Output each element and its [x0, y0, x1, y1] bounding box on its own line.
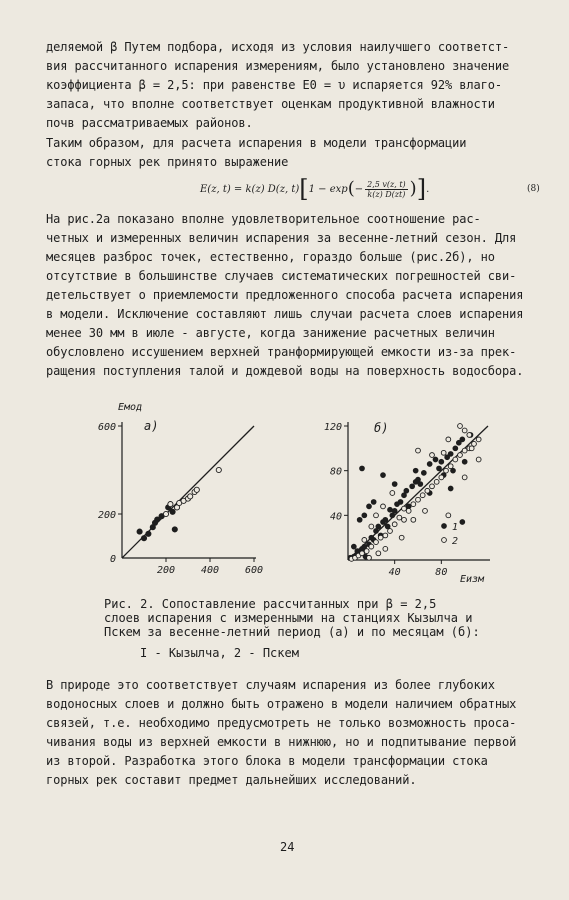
data-point-open	[458, 453, 463, 458]
formula-paren: )	[409, 178, 417, 199]
data-point-open	[390, 491, 395, 496]
y-tick-label: 40	[329, 511, 342, 523]
data-point-open	[402, 517, 407, 522]
x-tick-label: 80	[435, 567, 448, 578]
data-point-filled	[172, 527, 177, 532]
data-point-filled	[448, 452, 453, 457]
caption-line: Рис. 2. Сопоставление рассчитанных при β = 2,5	[104, 597, 437, 611]
formula-numerator: 2,5 v(z, t)	[367, 179, 406, 189]
x-tick-label: 40	[388, 567, 401, 578]
text-line: коэффициента β = 2,5: при равенстве E0 = υ испаряется 92% влаго-	[46, 78, 502, 92]
data-point-open	[399, 535, 404, 540]
data-point-open	[423, 508, 428, 513]
text-line: Таким образом, для расчета испарения в модели трансформации	[46, 136, 467, 150]
data-point-open	[420, 493, 425, 498]
caption-legend: I - Кызылча, 2 - Пскем	[140, 646, 299, 660]
text-line: На рис.2а показано вполне удовлетворительное соотношение рас-	[46, 212, 481, 226]
text-line: обусловлено иссушением верхней транформирующей емкости из-за прек-	[46, 345, 517, 359]
figure-caption	[104, 597, 534, 660]
data-point-filled	[410, 484, 415, 489]
x-axis-label: Eизм	[460, 574, 485, 585]
page-number: 24	[280, 840, 295, 854]
data-point-open	[462, 475, 467, 480]
y-tick-label: 600	[97, 422, 116, 433]
data-point-filled	[433, 457, 438, 462]
data-point-open	[216, 467, 221, 472]
data-point-open	[469, 446, 474, 451]
x-tick-label: 400	[200, 565, 220, 576]
data-point-open	[416, 497, 421, 502]
data-point-open	[397, 515, 402, 520]
data-point-open	[378, 535, 383, 540]
data-point-open	[439, 475, 444, 480]
y-tick-label: 0	[109, 554, 116, 565]
paragraph-1	[46, 38, 546, 133]
y-tick-label: 80	[329, 466, 342, 478]
text-line: детельствует о приемлемости предложенного способа расчета испарения	[46, 288, 524, 302]
formula-lhs: E(z, t) = k(z) D(z, t)	[200, 183, 300, 195]
data-point-filled	[416, 477, 421, 482]
data-point-open	[476, 457, 481, 462]
legend-label: 1	[452, 522, 459, 533]
data-point-open	[362, 538, 367, 543]
data-point-filled	[362, 544, 367, 549]
data-point-filled	[451, 468, 456, 473]
formula-period: .	[426, 183, 430, 195]
y-axis-label: Eмод	[118, 402, 143, 413]
data-point-filled	[418, 482, 423, 487]
data-point-filled	[367, 504, 372, 509]
data-point-filled	[383, 517, 388, 522]
data-point-filled	[413, 468, 418, 473]
x-tick-label: 600	[244, 565, 264, 576]
legend-marker	[442, 524, 447, 529]
data-point-open	[392, 522, 397, 527]
formula-bracket: [	[299, 175, 309, 203]
data-point-filled	[404, 488, 409, 493]
data-point-filled	[448, 486, 453, 491]
y-tick-label: 120	[323, 422, 342, 433]
data-point-open	[188, 494, 193, 499]
text-line: стока горных рек принято выражение	[46, 155, 289, 169]
data-point-filled	[392, 482, 397, 487]
data-point-open	[430, 453, 435, 458]
diagonal-line	[348, 426, 488, 560]
data-point-open	[374, 513, 379, 518]
data-point-filled	[376, 524, 381, 529]
formula-paren: (	[347, 178, 355, 199]
data-point-filled	[357, 517, 362, 522]
paragraph-4	[46, 676, 546, 790]
data-point-open	[402, 506, 407, 511]
data-point-open	[381, 504, 386, 509]
text-line: отсутствие в большинстве случаев систематических погрешностей сви-	[46, 269, 517, 283]
text-line: менее 30 мм в июле - августе, когда занижение расчетных величин	[46, 326, 495, 340]
text-line: горных рек составит предмет дальнейших исследований.	[46, 773, 417, 787]
text-line: месяцев разброс точек, естественно, гораздо больше (рис.2б), но	[46, 250, 495, 264]
data-point-filled	[460, 437, 465, 442]
data-point-open	[444, 468, 449, 473]
data-point-open	[476, 437, 481, 442]
panel-label: б)	[374, 421, 389, 435]
data-point-open	[360, 551, 365, 556]
text-line: вия рассчитанного испарения измерениям, было установлено значение	[46, 59, 510, 73]
data-point-open	[411, 502, 416, 507]
text-line: ращения поступления талой и дождевой воды на поверхность водосбора.	[46, 364, 524, 378]
caption-line: слоев испарения с измеренными на станциях Кызылча и	[104, 611, 473, 625]
formula	[200, 174, 500, 204]
text-line: связей, т.е. необходимо предусмотреть не только возможность проса-	[46, 716, 517, 730]
data-point-filled	[381, 473, 386, 478]
data-point-open	[425, 488, 430, 493]
data-point-open	[416, 448, 421, 453]
data-point-open	[374, 540, 379, 545]
legend-marker	[442, 538, 447, 543]
data-point-filled	[427, 462, 432, 467]
data-point-filled	[421, 471, 426, 476]
text-line: в модели. Исключение составляют лишь случаи расчета слоев испарения	[46, 307, 524, 321]
data-point-filled	[371, 500, 376, 505]
data-point-filled	[392, 508, 397, 513]
text-line: из второй. Разработка этого блока в модели трансформации стока	[46, 754, 488, 768]
data-point-open	[163, 511, 168, 516]
data-point-filled	[362, 513, 367, 518]
data-point-open	[446, 437, 451, 442]
scatter-chart-b	[318, 412, 518, 590]
text-line: чивания воды из верхней емкости в нижнюю, но и подпитывание первой	[46, 735, 517, 749]
data-point-filled	[141, 536, 146, 541]
data-point-open	[367, 555, 372, 560]
data-point-filled	[146, 531, 151, 536]
data-point-open	[453, 457, 458, 462]
data-point-filled	[374, 529, 379, 534]
data-point-filled	[439, 459, 444, 464]
data-point-open	[472, 441, 477, 446]
data-point-open	[406, 508, 411, 513]
paragraph-3	[46, 210, 546, 381]
data-point-open	[383, 533, 388, 538]
data-point-open	[441, 450, 446, 455]
data-point-filled	[170, 509, 175, 514]
data-point-open	[467, 433, 472, 438]
data-point-filled	[385, 524, 390, 529]
caption-line: Пскем за весенне-летний период (а) и по месяцам (б):	[104, 625, 480, 639]
text-line: запаса, что вполне соответствует оценкам продуктивной влажности	[46, 97, 495, 111]
data-point-open	[411, 517, 416, 522]
data-point-filled	[388, 507, 393, 512]
data-point-open	[462, 428, 467, 433]
y-tick-label: 200	[97, 510, 116, 521]
text-line: В природе это соответствует случаям испарения из более глубоких	[46, 678, 495, 692]
data-point-filled	[398, 500, 403, 505]
data-point-open	[430, 484, 435, 489]
data-point-filled	[437, 466, 442, 471]
data-point-open	[388, 529, 393, 534]
legend-label: 2	[452, 536, 459, 547]
data-point-open	[369, 544, 374, 549]
data-point-open	[448, 464, 453, 469]
data-point-open	[458, 424, 463, 429]
data-point-open	[364, 549, 369, 554]
data-point-open	[383, 546, 388, 551]
data-point-filled	[453, 446, 458, 451]
text-line: деляемой β Путем подбора, исходя из условия наилучшего соответст-	[46, 40, 510, 54]
formula-denominator: k(z) D(zt)	[367, 189, 406, 199]
data-point-filled	[137, 529, 142, 534]
data-point-filled	[351, 544, 356, 549]
data-point-open	[446, 513, 451, 518]
data-point-open	[376, 551, 381, 556]
panel-label: а)	[144, 419, 159, 433]
data-point-open	[194, 487, 199, 492]
data-point-filled	[360, 466, 365, 471]
data-point-filled	[402, 493, 407, 498]
formula-bracket: ]	[416, 175, 427, 203]
data-point-open	[369, 524, 374, 529]
formula-one-minus: 1 − exp	[308, 183, 348, 195]
data-point-filled	[462, 459, 467, 464]
data-point-filled	[390, 513, 395, 518]
text-line: водоносных слоев и должно быть отражено в модели наличием обратных	[46, 697, 517, 711]
formula-minus: −	[354, 183, 364, 195]
x-tick-label: 200	[156, 565, 176, 576]
text-line: четных и измеренных величин испарения за весенне-летний сезон. Для	[46, 231, 517, 245]
formula-fraction	[365, 180, 408, 199]
data-point-open	[434, 479, 439, 484]
paragraph-2	[46, 134, 546, 172]
text-line: почв рассматриваемых районов.	[46, 116, 253, 130]
equation-number: (8)	[527, 184, 540, 194]
scatter-chart-a	[84, 398, 274, 583]
data-point-open	[462, 448, 467, 453]
data-point-filled	[460, 520, 465, 525]
data-point-open	[168, 502, 173, 507]
